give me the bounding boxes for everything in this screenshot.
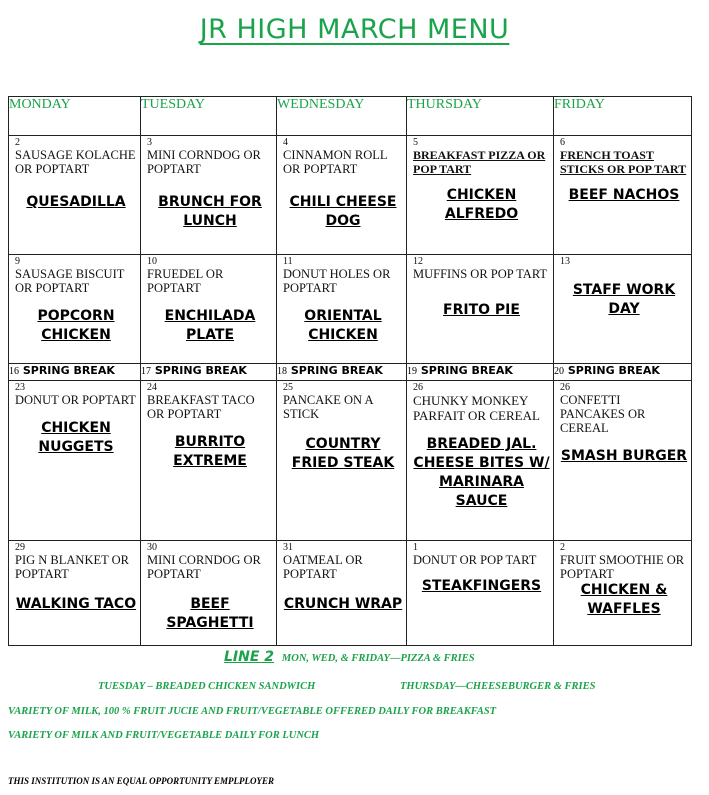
equal-opportunity-statement: THIS INSTITUTION IS AN EQUAL OPPORTUNITY EMPLPLOYER	[8, 776, 275, 786]
date-number: 31	[283, 542, 293, 553]
spring-break-cell: 19 SPRING BREAK	[407, 364, 554, 381]
week-row-4	[9, 541, 692, 646]
lunch-item: ORIENTAL CHICKEN	[304, 308, 382, 343]
date-number: 9	[15, 256, 20, 267]
day-cell	[9, 381, 141, 541]
day-cell	[9, 136, 141, 255]
day-cell	[407, 541, 554, 646]
date-number: 26	[560, 382, 570, 393]
lunch-item: STEAKFINGERS	[421, 578, 542, 594]
line2-label: LINE 2	[224, 649, 275, 665]
date-number: 3	[147, 137, 152, 148]
week-row-2	[9, 255, 692, 364]
breakfast-item: CINNAMON ROLL OR POPTART	[283, 148, 388, 176]
line2-text: MON, WED, & FRIDAY—PIZZA & FRIES	[281, 653, 475, 664]
lunch-item: BREADED JAL. CHEESE BITES W/ MARINARA SAUCE	[413, 436, 550, 509]
lunch-item: CHICKEN & WAFFLES	[580, 582, 668, 617]
date-number: 25	[283, 382, 293, 393]
day-header-wednesday: WEDNESDAY	[277, 97, 407, 136]
tuesday-note: TUESDAY – BREADED CHICKEN SANDWICH	[98, 681, 316, 692]
breakfast-item: FRUIT SMOOTHIE OR POPTART	[560, 553, 685, 581]
date-number: 5	[413, 137, 418, 148]
day-header-friday: FRIDAY	[554, 97, 692, 136]
week-row-1	[9, 136, 692, 255]
lunch-variety-note: VARIETY OF MILK AND FRUIT/VEGETABLE DAILY FOR LUNCH	[8, 730, 320, 741]
breakfast-item: MINI CORNDOG OR POPTART	[147, 553, 261, 581]
breakfast-item: DONUT OR POP TART	[413, 553, 537, 567]
breakfast-item: CONFETTI PANCAKES OR CEREAL	[560, 393, 646, 435]
day-cell	[554, 541, 692, 646]
day-cell	[277, 255, 407, 364]
day-cell	[554, 255, 692, 364]
line2-note	[224, 649, 475, 665]
thursday-note: THURSDAY—CHEESEBURGER & FRIES	[400, 681, 596, 692]
spring-break-cell: 16 SPRING BREAK	[9, 364, 141, 381]
breakfast-item: PANCAKE ON A STICK	[283, 393, 373, 421]
lunch-item: STAFF WORK DAY	[572, 282, 676, 317]
lunch-item: SMASH BURGER	[560, 448, 688, 464]
breakfast-item: SAUSAGE BISCUIT OR POPTART	[15, 267, 125, 295]
lunch-item: WALKING TACO	[15, 596, 137, 612]
breakfast-item: BREAKFAST TACO OR POPTART	[147, 393, 255, 421]
day-cell	[554, 136, 692, 255]
date-number: 10	[147, 256, 157, 267]
date-number: 6	[560, 137, 565, 148]
day-cell	[277, 136, 407, 255]
date-number: 30	[147, 542, 157, 553]
breakfast-item: FRENCH TOAST STICKS OR POP TART	[560, 148, 687, 176]
date-number: 11	[283, 256, 293, 267]
lunch-item: ENCHILADA PLATE	[164, 308, 256, 343]
spring-break-cell: 18 SPRING BREAK	[277, 364, 407, 381]
breakfast-item: BREAKFAST PIZZA OR POP TART	[413, 148, 546, 176]
date-number: 4	[283, 137, 288, 148]
day-header-tuesday: TUESDAY	[141, 97, 277, 136]
lunch-item: BURRITO EXTREME	[173, 434, 247, 469]
page-title: JR HIGH MARCH MENU	[199, 14, 510, 45]
breakfast-item: DONUT OR POPTART	[15, 393, 136, 407]
lunch-item: COUNTRY FRIED STEAK	[291, 436, 395, 471]
day-cell	[407, 255, 554, 364]
spring-break-cell: 17 SPRING BREAK	[141, 364, 277, 381]
week-row-3	[9, 381, 692, 541]
lunch-item: FRITO PIE	[443, 302, 520, 318]
date-number: 29	[15, 542, 25, 553]
lunch-item: CHICKEN NUGGETS	[38, 420, 114, 455]
lunch-item: CRUNCH WRAP	[283, 596, 403, 612]
breakfast-item: MUFFINS OR POP TART	[413, 267, 548, 281]
breakfast-item: SAUSAGE KOLACHE OR POPTART	[15, 148, 136, 176]
day-cell	[407, 381, 554, 541]
day-cell	[277, 541, 407, 646]
day-cell	[141, 255, 277, 364]
day-cell	[9, 255, 141, 364]
day-header-row	[9, 97, 692, 136]
day-cell	[9, 541, 141, 646]
date-number: 2	[15, 137, 20, 148]
day-cell	[407, 136, 554, 255]
day-header-thursday: THURSDAY	[407, 97, 554, 136]
date-number: 12	[413, 256, 423, 267]
lunch-item: CHICKEN ALFREDO	[444, 187, 519, 222]
date-number: 26	[413, 382, 423, 393]
lunch-item: BRUNCH FOR LUNCH	[158, 194, 262, 229]
spring-break-row	[9, 364, 692, 381]
menu-calendar	[8, 96, 692, 646]
spring-break-cell: 20 SPRING BREAK	[554, 364, 692, 381]
day-cell	[141, 381, 277, 541]
day-cell	[554, 381, 692, 541]
breakfast-item: FRUEDEL OR POPTART	[147, 267, 224, 295]
breakfast-variety-note: VARIETY OF MILK, 100 % FRUIT JUCIE AND FRUIT/VEGETABLE OFFERED DAILY FOR BREAKFAST	[8, 706, 497, 717]
day-cell	[277, 381, 407, 541]
lunch-item: BEEF NACHOS	[568, 187, 680, 203]
date-number: 13	[560, 256, 570, 267]
breakfast-item: OATMEAL OR POPTART	[283, 553, 363, 581]
breakfast-item: MINI CORNDOG OR POPTART	[147, 148, 261, 176]
breakfast-item: PIG N BLANKET OR POPTART	[15, 553, 130, 581]
breakfast-item: DONUT HOLES OR POPTART	[283, 267, 391, 295]
date-number: 1	[413, 542, 418, 553]
lunch-item: CHILI CHEESE DOG	[289, 194, 397, 229]
day-cell	[141, 136, 277, 255]
lunch-item: BEEF SPAGHETTI	[166, 596, 254, 631]
date-number: 23	[15, 382, 25, 393]
date-number: 2	[560, 542, 565, 553]
breakfast-item: CHUNKY MONKEY PARFAIT OR CEREAL	[413, 393, 540, 423]
day-header-monday: MONDAY	[9, 97, 141, 136]
day-cell	[141, 541, 277, 646]
date-number: 24	[147, 382, 157, 393]
lunch-item: POPCORN CHICKEN	[37, 308, 115, 343]
lunch-item: QUESADILLA	[26, 194, 126, 210]
